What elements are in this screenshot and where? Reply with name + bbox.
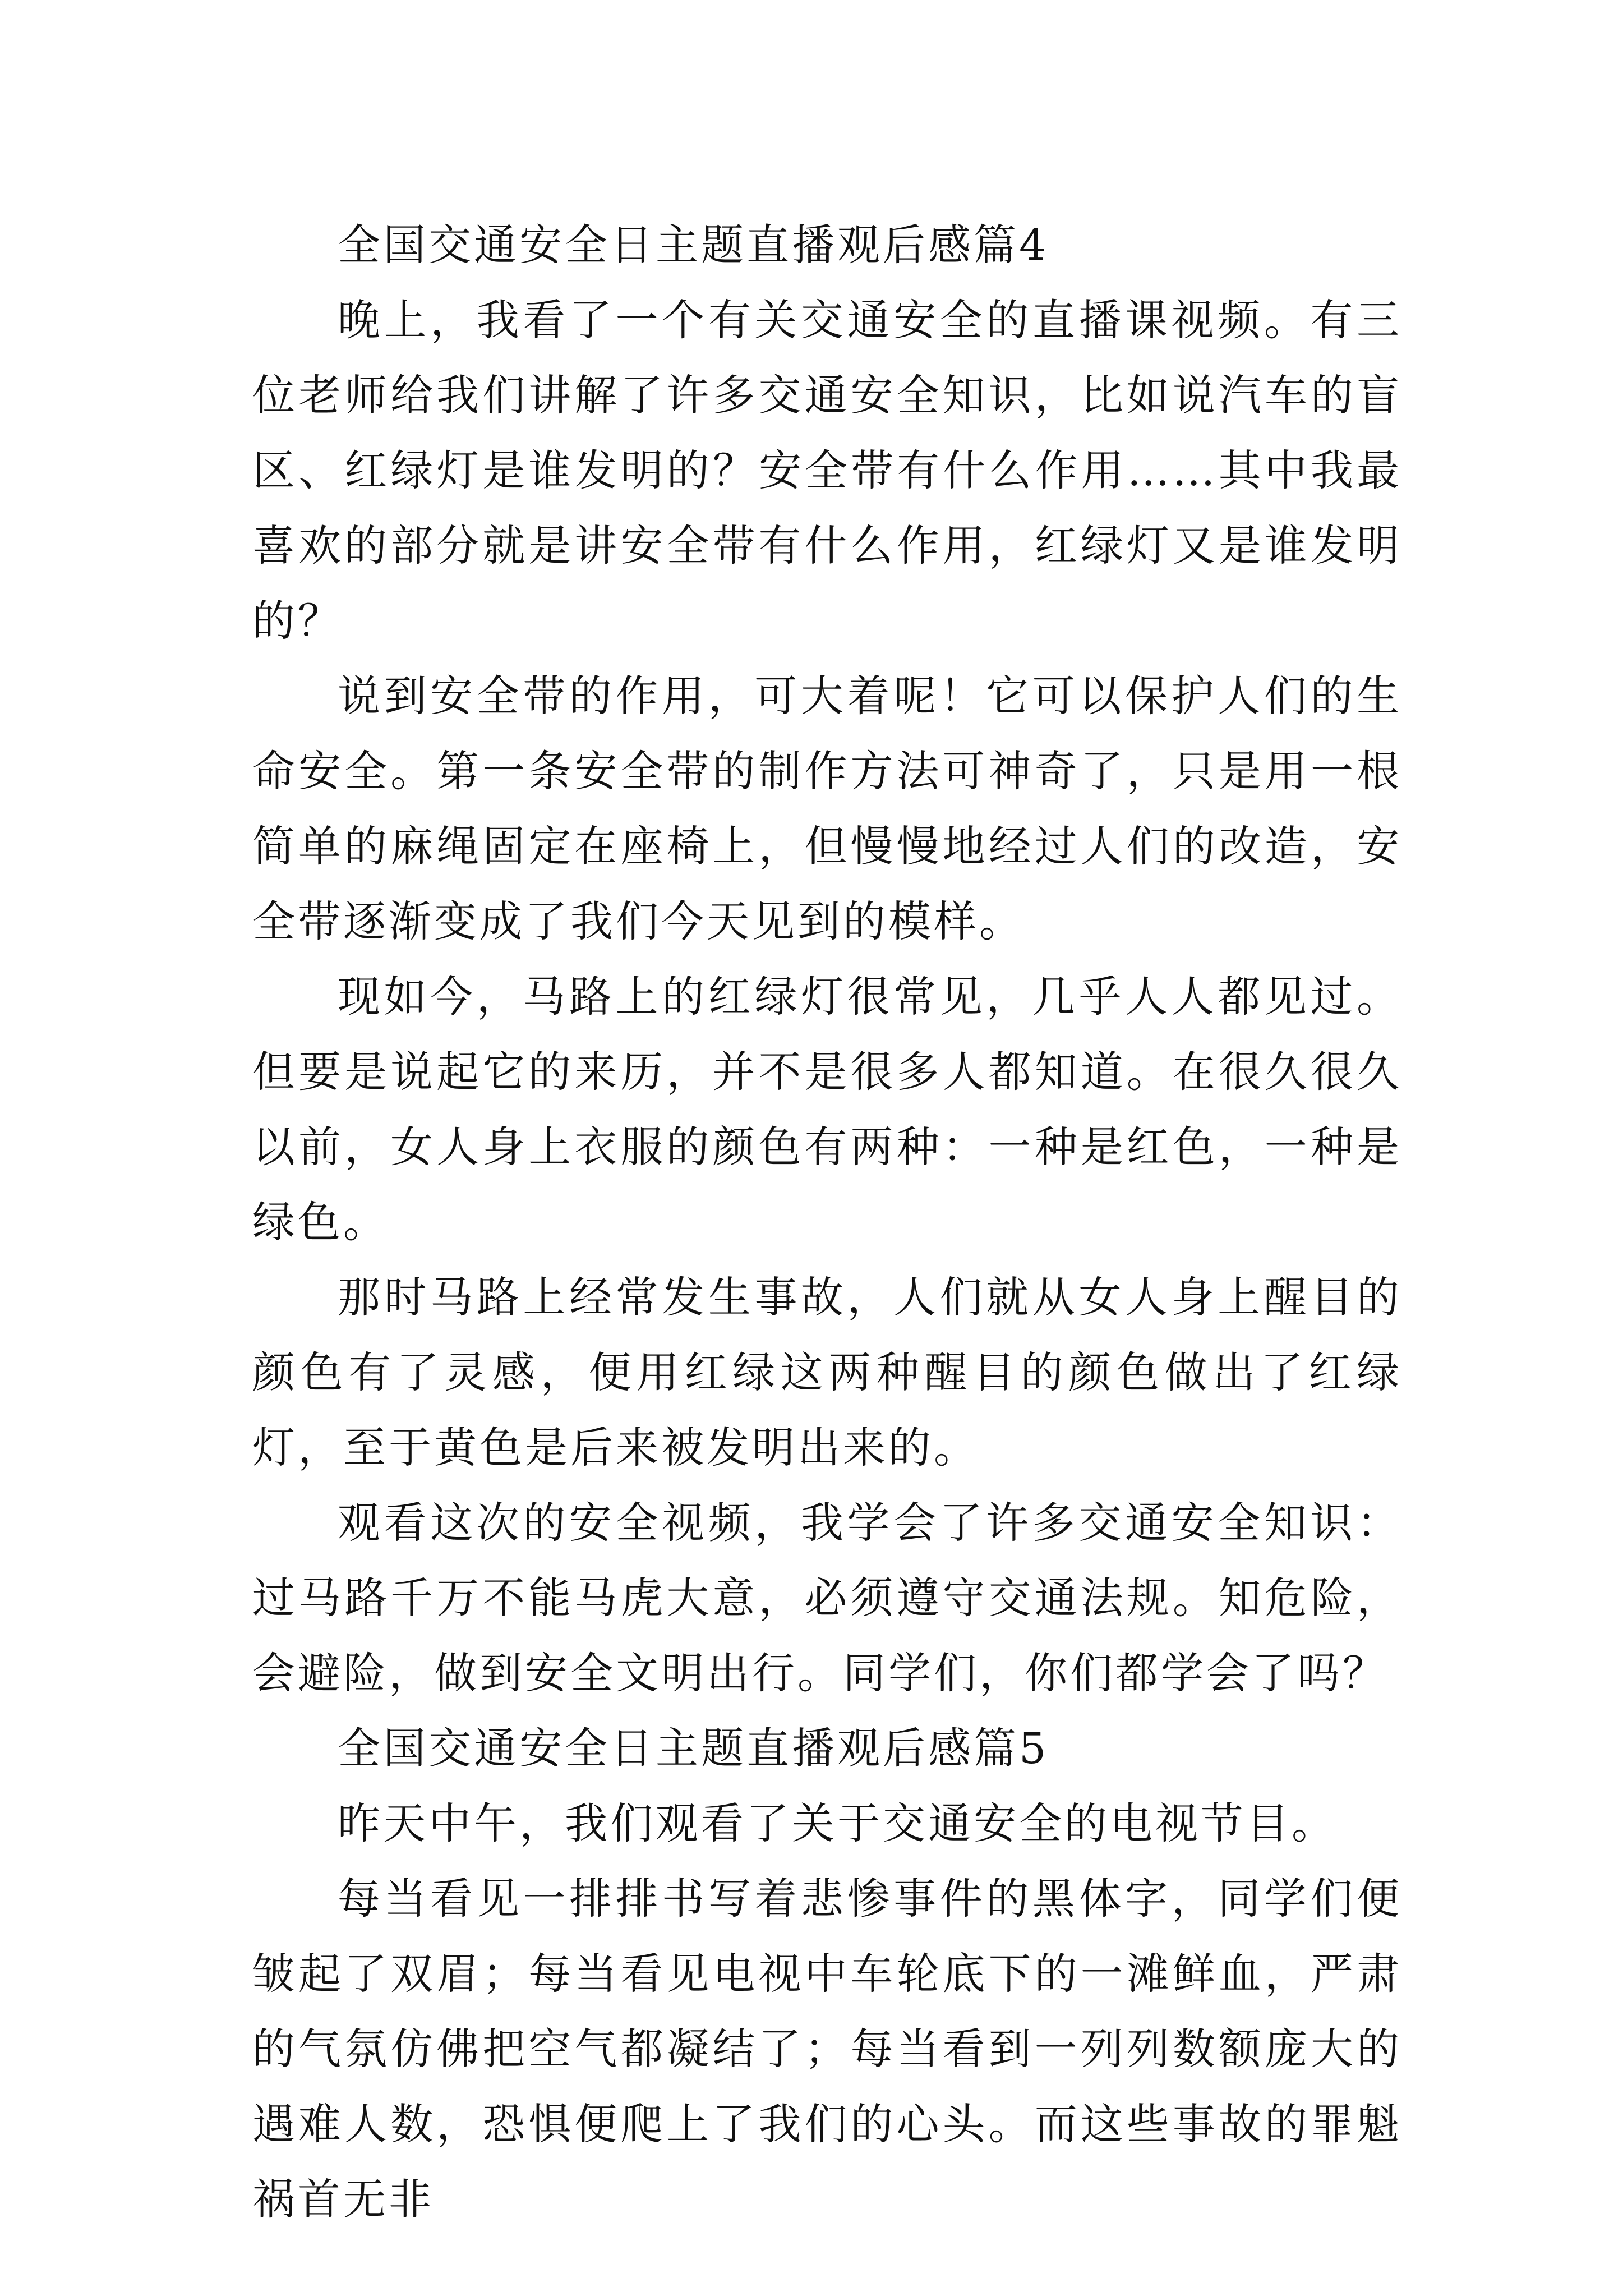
paragraph: 观看这次的安全视频，我学会了许多交通安全知识：过马路千万不能马虎大意，必须遵守交通法规。知危险，会避险，做到安全文明出行。同学们，你们都学会了吗？ [252, 1498, 1402, 1698]
document-body [252, 208, 1402, 2237]
section-heading-4: 全国交通安全日主题直播观后感篇4 [338, 220, 1049, 270]
paragraph: 昨天中午，我们观看了关于交通安全的电视节目。 [338, 1798, 1337, 1848]
paragraph: 那时马路上经常发生事故，人们就从女人身上醒目的颜色有了灵感，便用红绿这两种醒目的颜色做出了红绿灯，至于黄色是后来被发明出来的。 [252, 1272, 1402, 1473]
section-heading-5: 全国交通安全日主题直播观后感篇5 [338, 1723, 1049, 1773]
paragraph: 现如今，马路上的红绿灯很常见，几乎人人都见过。但要是说起它的来历，并不是很多人都知道。在很久很久以前，女人身上衣服的颜色有两种：一种是红色，一种是绿色。 [252, 972, 1402, 1247]
paragraph: 说到安全带的作用，可大着呢！它可以保护人们的生命安全。第一条安全带的制作方法可神奇了，只是用一根简单的麻绳固定在座椅上，但慢慢地经过人们的改造，安全带逐渐变成了我们今天见到的模样。 [252, 671, 1402, 946]
paragraph: 晚上，我看了一个有关交通安全的直播课视频。有三位老师给我们讲解了许多交通安全知识，比如说汽车的盲区、红绿灯是谁发明的？安全带有什么作用……其中我最喜欢的部分就是讲安全带有什么作用，红绿灯又是谁发明的？ [252, 295, 1402, 646]
paragraph: 每当看见一排排书写着悲惨事件的黑体字，同学们便皱起了双眉；每当看见电视中车轮底下的一滩鲜血，严肃的气氛仿佛把空气都凝结了；每当看到一列列数额庞大的遇难人数，恐惧便爬上了我们的心头。而这些事故的罪魁祸首无非 [252, 1874, 1402, 2224]
